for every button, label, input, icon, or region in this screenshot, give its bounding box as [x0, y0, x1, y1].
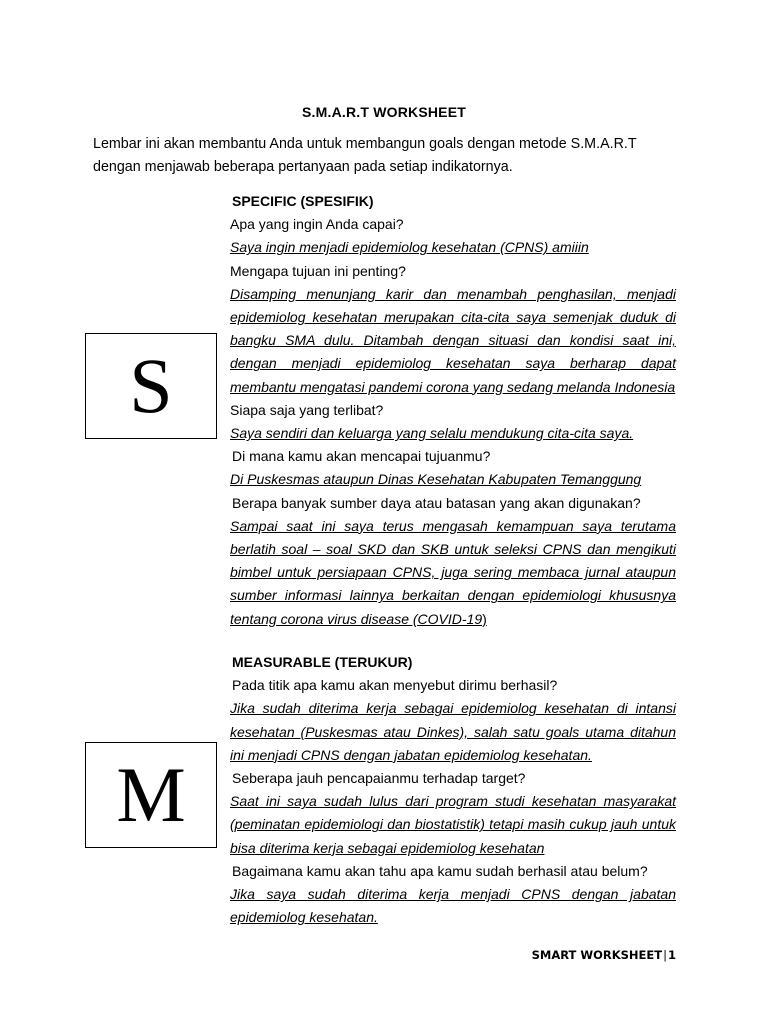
question-who: Siapa saja yang terlibat?	[230, 401, 384, 418]
page-footer	[532, 948, 676, 962]
intro-paragraph: Lembar ini akan membantu Anda untuk membangun goals dengan metode S.M.A.R.T dengan menjawab beberapa pertanyaan pada setiap indikatornya.	[93, 136, 637, 175]
answer-what: Saya ingin menjadi epidemiolog kesehatan (CPNS) amiiin	[230, 239, 589, 256]
answer-resources-tail: )	[482, 610, 487, 627]
question-what: Apa yang ingin Anda capai?	[230, 216, 404, 233]
document-title: S.M.A.R.T WORKSHEET	[301, 104, 467, 120]
question-resources: Berapa banyak sumber daya atau batasan yang akan digunakan?	[232, 494, 641, 511]
question-where: Di mana kamu akan mencapai tujuanmu?	[232, 448, 491, 465]
question-success-point: Pada titik apa kamu akan menyebut dirimu berhasil?	[232, 677, 558, 694]
section-heading-specific: SPECIFIC (SPESIFIK)	[232, 193, 374, 209]
question-why: Mengapa tujuan ini penting?	[230, 262, 406, 279]
answer-where: Di Puskesmas ataupun Dinas Kesehatan Kabupaten Temanggung	[230, 471, 642, 488]
answer-how-know: Jika saya sudah diterima kerja menjadi CPNS dengan jabatan epidemiolog kesehatan.	[230, 886, 676, 926]
letter-box-m	[85, 742, 217, 848]
footer-separator: |	[663, 948, 667, 962]
answer-resources-text: Sampai saat ini saya terus mengasah kemampuan saya terutama berlatih soal – soal SKD dan SKB untuk seleksi CPNS dan mengikuti bimbel untuk persiapaan CPNS, juga sering membaca jurnal ataupun sumber informasi lainnya berkaitan dengan epidemiologi khususnya tentang corona virus disease (COVID-19	[230, 517, 676, 627]
answer-who: Saya sendiri dan keluarga yang selalu mendukung cita-cita saya.	[230, 425, 634, 442]
section-heading-measurable: MEASURABLE (TERUKUR)	[232, 654, 413, 670]
letter-m: M	[116, 751, 186, 838]
letter-box-s	[85, 333, 217, 439]
answer-why: Disamping menunjang karir dan menambah penghasilan, menjadi epidemiolog kesehatan merupakan cita-cita saya semenjak duduk di bangku SMA dulu. Ditambah dengan situasi dan kondisi saat ini, dengan menjadi epidemiolog kesehatan saya berharap dapat membantu mengatasi pandemi corona yang sedang melanda Indonesia	[230, 285, 676, 395]
page-number: 1	[667, 948, 676, 962]
section-measurable	[230, 651, 676, 929]
answer-success-point: Jika sudah diterima kerja sebagai epidemiolog kesehatan di intansi kesehatan (Puskesmas atau Dinkes), salah satu goals utama ditahun ini menjadi CPNS dengan jabatan epidemiolog kesehatan.	[230, 700, 676, 763]
answer-progress: Saat ini saya sudah lulus dari program studi kesehatan masyarakat (peminatan epidemiologi dan biostatistik) tetapi masih cukup jauh untuk bisa diterima kerja sebagai epidemiolog kesehatan	[230, 793, 676, 856]
question-how-know: Bagaimana kamu akan tahu apa kamu sudah berhasil atau belum?	[232, 862, 648, 879]
letter-s: S	[129, 342, 173, 429]
question-progress: Seberapa jauh pencapaianmu terhadap target?	[232, 770, 526, 787]
answer-resources	[230, 515, 676, 631]
section-specific	[230, 190, 676, 631]
footer-label: SMART WORKSHEET	[531, 948, 663, 962]
